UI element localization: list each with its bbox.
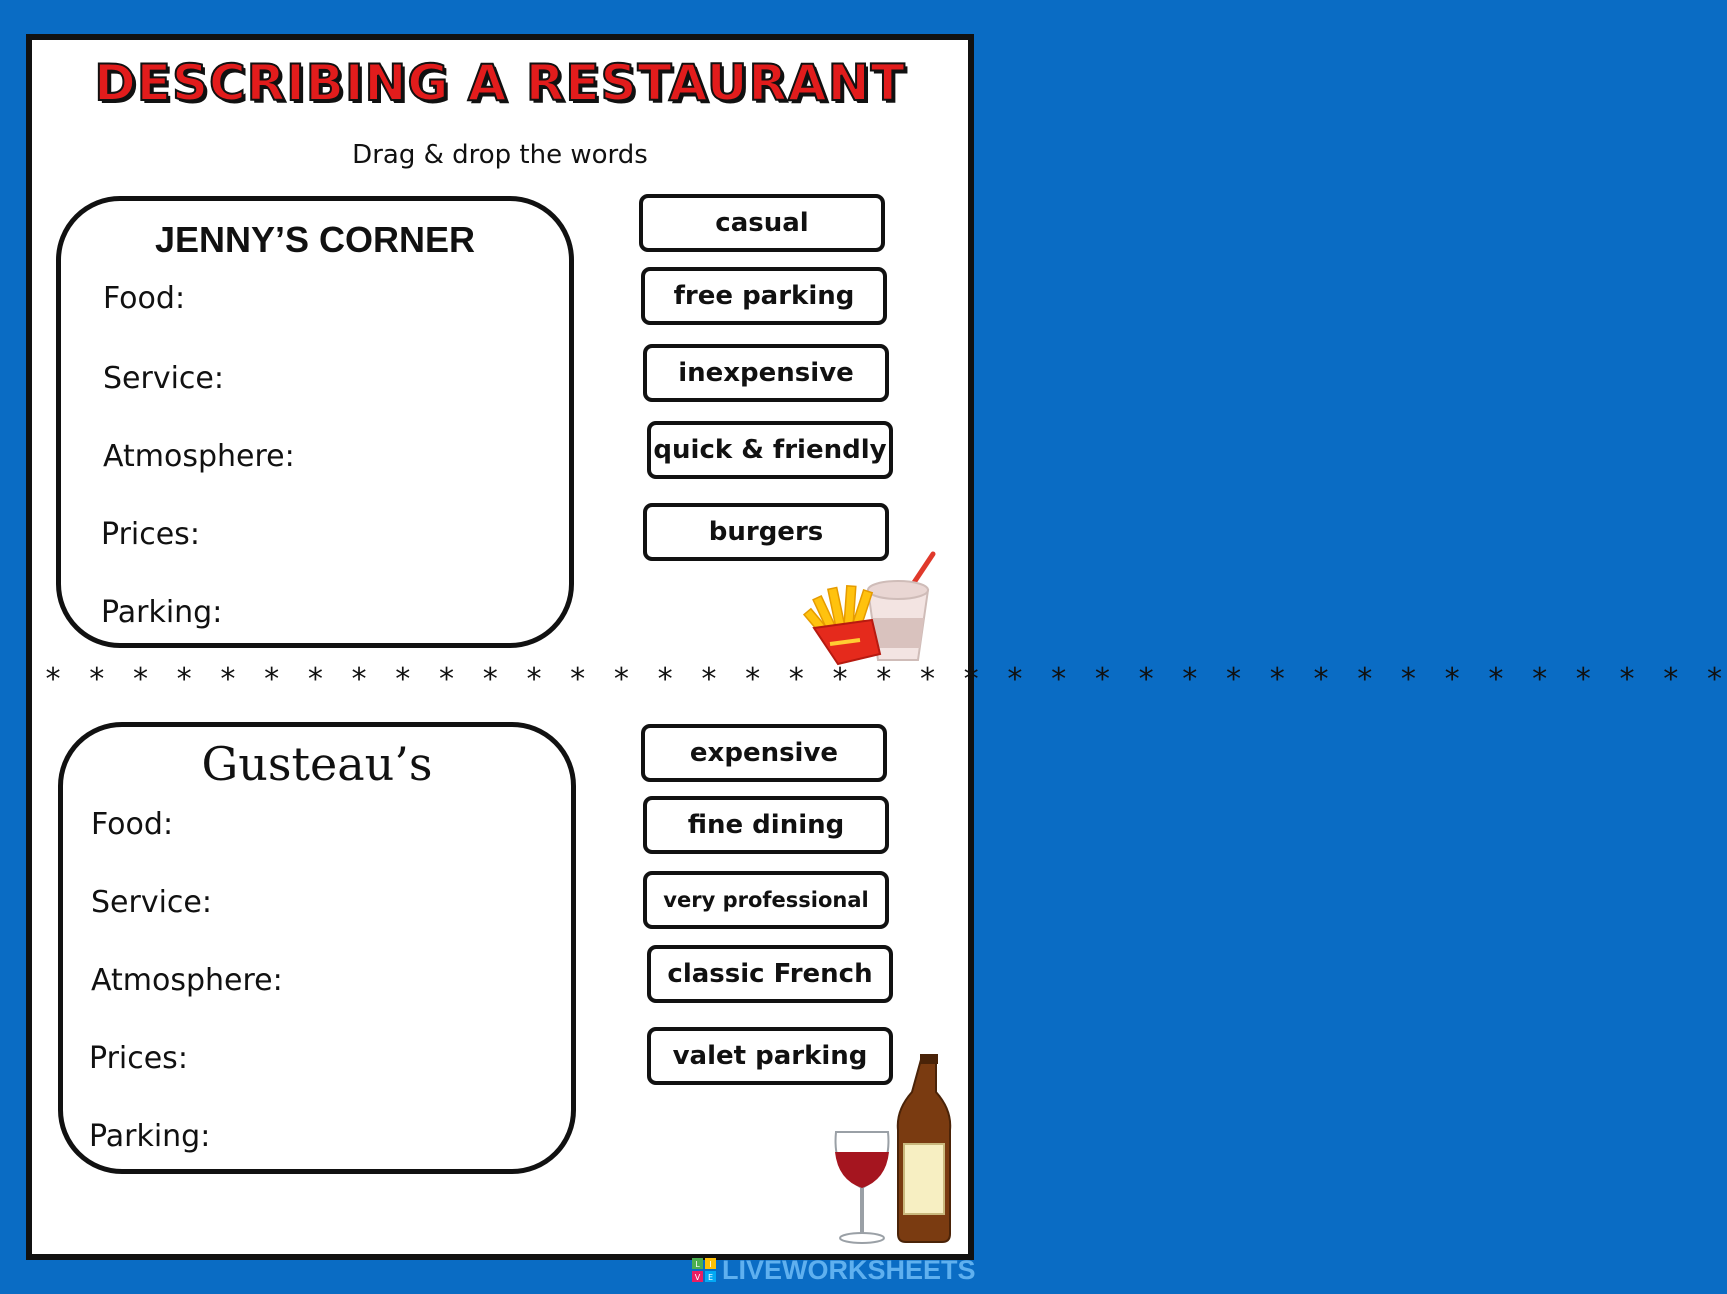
word-chip-burgers[interactable]: burgers [643,503,889,561]
service-label: Service: [103,361,224,396]
jennys-corner-card [56,196,574,648]
liveworksheets-brand [692,1255,976,1285]
word-chip-fine-dining[interactable]: fine dining [643,796,889,854]
word-chip-free-parking[interactable]: free parking [641,267,887,325]
logo-letter-e: E [707,1273,714,1282]
word-chip-casual[interactable]: casual [639,194,885,252]
prices-label: Prices: [101,517,200,552]
word-chip-inexpensive[interactable]: inexpensive [643,344,889,402]
food-label: Food: [91,807,174,842]
restaurant-name: Gusteau’s [201,737,433,791]
parking-label: Parking: [89,1119,211,1154]
page-title: DESCRIBING A RESTAURANT [94,54,906,112]
restaurant-name: JENNY’S CORNER [154,219,476,260]
fries-and-drink-icon [800,548,945,668]
parking-label: Parking: [101,595,223,630]
word-chip-very-professional[interactable]: very professional [643,871,889,929]
atmosphere-label: Atmosphere: [91,963,283,998]
gusteaus-card [58,722,576,1174]
liveworksheets-logo-icon [692,1258,716,1282]
prices-label: Prices: [89,1041,188,1076]
food-label: Food: [103,281,186,316]
word-chip-expensive[interactable]: expensive [641,724,887,782]
word-chip-valet-parking[interactable]: valet parking [647,1027,893,1085]
word-chip-classic-french[interactable]: classic French [647,945,893,1003]
logo-letter-v: V [694,1273,701,1282]
wine-glass-and-bottle-icon [826,1052,956,1248]
logo-letter-i: I [709,1260,712,1269]
brand-text: LIVEWORKSHEETS [722,1254,976,1285]
logo-letter-l: L [695,1260,700,1269]
word-chip-quick-friendly[interactable]: quick & friendly [647,421,893,479]
service-label: Service: [91,885,212,920]
section-divider: * * * * * * * * * * * * * * * * * * * * * * * * * * * * * * * * * * * * * * * [44,662,1727,697]
instructions: Drag & drop the words [352,140,648,170]
atmosphere-label: Atmosphere: [103,439,295,474]
